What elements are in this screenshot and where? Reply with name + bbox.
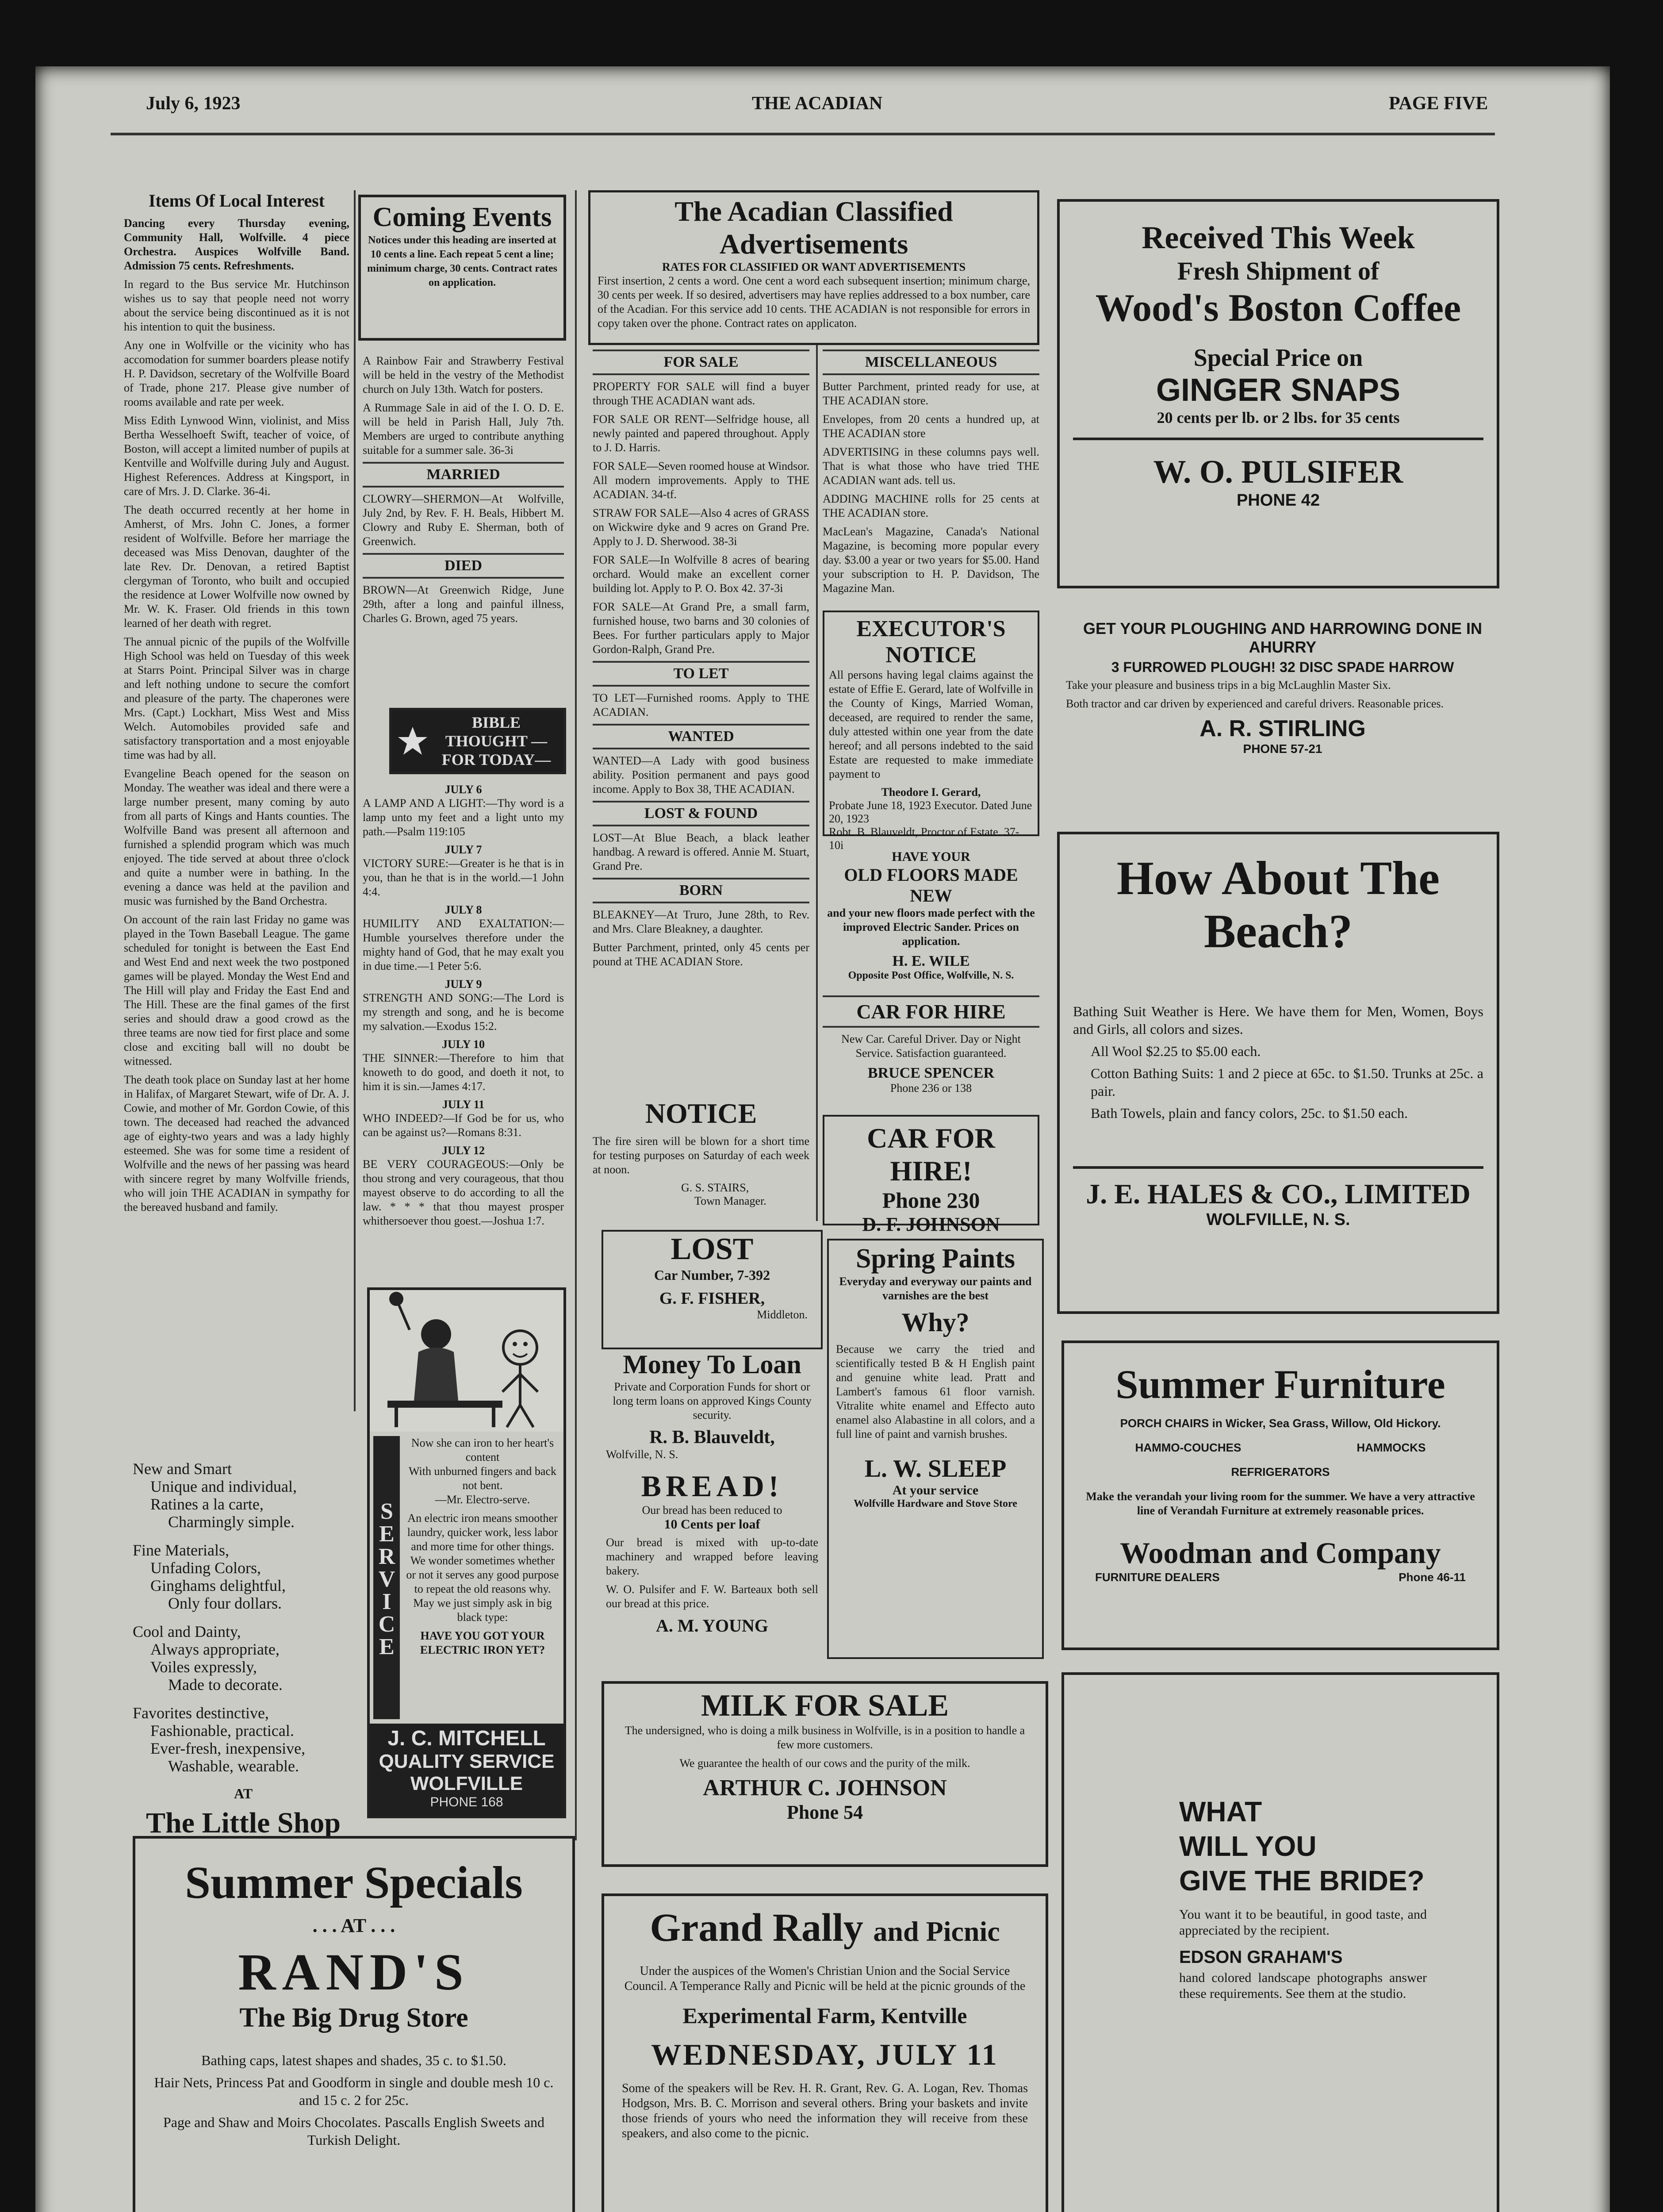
local-paragraph: The death occurred recently at her home in Amherst, of Mrs. John C. Jones, a former resident of Wolfville. Before her marriage the deceased was Miss Denovan, daughter of the late Rev. Dr. Denovan, a retired Baptist clergyman of Toronto, who built and occupied the residence at Lower Wolfville now owned by Mr. W. K. Fraser. Old friends in this town learned of her death with regret. [124, 503, 349, 630]
rands-line: Hair Nets, Princess Pat and Goodform in single and double mesh 10 c. and 15 c. 2 for 25c. [154, 2074, 554, 2108]
woodman-name: Woodman and Company [1120, 1536, 1441, 1570]
paints-store: Wolfville Hardware and Stove Store [854, 1498, 1017, 1509]
hales-line3: Cotton Bathing Suits: 1 and 2 piece at 65c. to $1.50. Trunks at 25c. a pair. [1091, 1065, 1483, 1099]
misc-heading: MISCELLANEOUS [823, 349, 1039, 375]
service-side-banner: SERVICE [373, 1436, 400, 1719]
paints-why: Why? [901, 1308, 969, 1337]
bread-body: Our bread is mixed with up-to-date machinery and wrapped before leaving bakery. [606, 1536, 818, 1577]
hales-ad [1057, 832, 1499, 1314]
star-icon [397, 726, 428, 757]
wile-ad [823, 849, 1039, 982]
column-rule [575, 190, 577, 1840]
rally-line2: Some of the speakers will be Rev. H. R. Grant, Rev. G. A. Logan, Rev. Thomas Hodgson, Mrs. B. C. Morrison and several others. Bring your baskets and invite those friends of yours who need the information they will receive from these speakers, and also come to the picnic. [622, 2081, 1028, 2140]
hales-line4: Bath Towels, plain and fancy colors, 25c. to $1.50 each. [1091, 1105, 1408, 1121]
misc-item: Butter Parchment, printed ready for use, at THE ACADIAN store. [823, 380, 1039, 407]
mitchell-verse: Now she can iron to her heart's content [411, 1436, 554, 1463]
local-paragraph: Any one in Wolfville or the vicinity who has accomodation for summer boarders please notify H. P. Davidson, secretary of the Wolfville Board of Trade, phone 217. Please give number of rooms available and rate per week. [124, 339, 349, 408]
event-item: A Rainbow Fair and Strawberry Festival will be held in the vestry of the Methodist church on July 13th. Watch for posters. [363, 354, 564, 396]
rands-name: RAND'S [238, 1943, 470, 2001]
mitchell-body: An electric iron means smoother laundry, quicker work, less labor and more time for other things. We wonder sometimes whether or not it serves any good purpose to repeat the old reasons why. May we just simply ask in big black type: [406, 1512, 559, 1624]
rands-sub: The Big Drug Store [239, 2003, 468, 2033]
mitchell-phone: PHONE 168 [430, 1795, 503, 1809]
pulsifer-line3: Wood's Boston Coffee [1095, 287, 1461, 330]
verse-line: Unique and individual, [150, 1478, 297, 1495]
money-place: Wolfville, N. S. [606, 1448, 678, 1461]
verse-line: Unfading Colors, [150, 1559, 261, 1577]
lost-found-heading: LOST & FOUND [593, 801, 809, 826]
car-hire-ad [823, 991, 1039, 1119]
lost-car-place: Middleton. [757, 1308, 808, 1321]
butter-item: Butter Parchment, printed, only 45 cents per pound at THE ACADIAN Store. [593, 941, 809, 968]
pulsifer-line5: GINGER SNAPS [1156, 373, 1401, 408]
for-sale-item: STRAW FOR SALE—Also 4 acres of GRASS on Wickwire dyke and 9 acres on Grand Pre. Apply to J. D. Sherwood. 38-3i [593, 507, 810, 548]
milk-line2: We guarantee the health of our cows and the purity of the milk. [679, 1757, 970, 1770]
woodman-ad [1061, 1340, 1499, 1650]
mitchell-verse: With unburned fingers and back not bent. [409, 1465, 556, 1492]
for-sale-item: FOR SALE—At Grand Pre, a small farm, furnished house, two barns and 30 colonies of Bees. For further particulars apply to Major Gordon-Ralph, Grand Pre. [593, 600, 809, 656]
born-item: BLEAKNEY—At Truro, June 28th, to Rev. and Mrs. Clare Bleakney, a daughter. [593, 908, 809, 935]
pulsifer-phone: PHONE 42 [1237, 491, 1320, 510]
issue-date: July 6, 1923 [146, 93, 241, 114]
pulsifer-name: W. O. PULSIFER [1153, 454, 1403, 490]
bread-title: BREAD! [641, 1469, 783, 1503]
mitchell-quality: QUALITY SERVICE [379, 1751, 555, 1772]
bible-verse: STRENGTH AND SONG:—The Lord is my strength and song, and he is become my salvation.—Exodus 15:2. [363, 991, 564, 1033]
graham-copy [1179, 1794, 1427, 2006]
died-notice: BROWN—At Greenwich Ridge, June 29th, after a long and painful illness, Charles G. Brown, aged 75 years. [363, 584, 564, 625]
local-paragraph: Miss Edith Lynwood Winn, violinist, and Miss Bertha Wesselhoeft Swift, teacher of voice, of Boston, will accept a limited number of pupils at Kentville and Wolfville during July and August. Highest References. Address at Kingsport, in care of Mrs. J. D. Clarke. 36-4i. [124, 414, 349, 498]
bible-verse: VICTORY SURE:—Greater is he that is in you, than he that is in the world.—1 John 4:4. [363, 857, 564, 898]
lost-car-ad [602, 1230, 823, 1349]
milk-name: ARTHUR C. JOHNSON [703, 1775, 947, 1801]
graham-line4: You want it to be beautiful, in good taste, and appreciated by the recipient. [1179, 1907, 1427, 1938]
woodman-line4: Make the verandah your living room for the summer. We have a very attractive line of Verandah Furniture at extremely reasonable prices. [1086, 1490, 1475, 1517]
graham-line3: GIVE THE BRIDE? [1179, 1865, 1425, 1897]
column-rule [816, 345, 818, 1221]
bible-day: JULY 12 [441, 1144, 485, 1157]
local-interest-title: Items Of Local Interest [148, 191, 325, 211]
wile-line1: HAVE YOUR [892, 849, 970, 864]
classified-rates: First insertion, 2 cents a word. One cent a word each subsequent insertion; minimum charge, 30 cents per week. If so desired, advertisers may have replies addressed to a box number, care of the Acadian. For this service add 10 cents. THE ACADIAN is not responsible for errors in copy taken over the phone. Contract rates on applicaton. [598, 274, 1030, 330]
pulsifer-ad [1057, 199, 1499, 588]
stirling-line3: Take your pleasure and business trips in a big McLaughlin Master Six. [1066, 679, 1391, 691]
woodman-couches: HAMMO-COUCHES [1135, 1441, 1242, 1454]
rands-at: . . . AT . . . [312, 1915, 395, 1936]
woodman-line3: REFRIGERATORS [1231, 1465, 1330, 1479]
mitchell-ad [367, 1287, 566, 1818]
married-notice: CLOWRY—SHERMON—At Wolfville, July 2nd, by Rev. F. H. Beals, Hibbert M. Clowry and Ruby E. Sherman, both of Greenwich. [363, 492, 564, 548]
car-hire-body: New Car. Careful Driver. Day or Night Service. Satisfaction guaranteed. [841, 1033, 1021, 1060]
mitchell-name: J. C. MITCHELL [387, 1727, 546, 1750]
car-hire2-phone: Phone 230 [882, 1188, 980, 1213]
verse-line: Fine Materials, [133, 1541, 229, 1559]
woodman-title: Summer Furniture [1115, 1362, 1445, 1407]
executor-signer: Theodore I. Gerard, [881, 786, 981, 799]
bible-verse: THE SINNER:—Therefore to him that knoweth to do good, and doeth it not, to him it is sin.—James 4:17. [363, 1052, 564, 1093]
classified-rates-head: RATES FOR CLASSIFIED OR WANT ADVERTISEMENTS [662, 261, 966, 273]
money-name: R. B. Blauveldt, [649, 1427, 775, 1448]
local-interest-column [124, 190, 349, 1451]
little-shop-name: The Little Shop [146, 1807, 341, 1839]
notice-sign2: Town Manager. [694, 1194, 766, 1207]
bible-day: JULY 11 [442, 1098, 485, 1111]
misc-item: Envelopes, from 20 cents a hundred up, at THE ACADIAN store [823, 413, 1039, 440]
verse-line: Always appropriate, [150, 1640, 280, 1658]
wile-line3: and your new floors made perfect with the improved Electric Sander. Prices on application. [827, 906, 1035, 948]
classified-col-b [823, 345, 1039, 611]
mitchell-town: WOLFVILLE [410, 1773, 523, 1794]
bible-verse: WHO INDEED?—If God be for us, who can be against us?—Romans 8:31. [363, 1112, 564, 1139]
woodman-phone: Phone 46-11 [1399, 1571, 1466, 1584]
pulsifer-line4: Special Price on [1193, 344, 1363, 372]
bread-line1: Our bread has been reduced to [642, 1504, 782, 1517]
executor-notice [823, 611, 1039, 852]
notice-body: The fire siren will be blown for a short time for testing purposes on Saturday of each week at noon. [593, 1135, 809, 1176]
car-hire2-ad [823, 1115, 1039, 1235]
notice-ad [593, 1097, 809, 1221]
graham-name: EDSON GRAHAM'S [1179, 1947, 1343, 1967]
rally-title2: and Picnic [873, 1916, 1000, 1947]
stirling-line4: Both tractor and car driven by experienced and careful drivers. Reasonable prices. [1066, 697, 1444, 710]
woodman-line5 [1077, 1571, 1483, 1584]
hales-place: WOLFVILLE, N. S. [1206, 1210, 1350, 1229]
bible-day: JULY 10 [441, 1038, 485, 1051]
milk-title: MILK FOR SALE [701, 1689, 949, 1723]
paints-service: At your service [892, 1483, 979, 1498]
for-sale-item: FOR SALE—Seven roomed house at Windsor. All modern improvements. Apply to THE ACADIAN. 34-tf. [593, 460, 809, 501]
car-hire2-name: D. F. JOHNSON [862, 1214, 1000, 1235]
rands-title: Summer Specials [185, 1857, 523, 1908]
coming-events-title: Coming Events [372, 202, 552, 232]
verse-line: Ratines a la carte, [150, 1495, 264, 1513]
spring-paints-ad [827, 1239, 1044, 1659]
car-hire-title: CAR FOR HIRE [823, 995, 1039, 1028]
for-sale-item: FOR SALE—In Wolfville 8 acres of bearing orchard. Would make an excellent corner building lot. Apply to P. O. Box 42. 37-3i [593, 553, 809, 595]
graham-ad [1061, 1672, 1499, 2212]
paints-name: L. W. SLEEP [864, 1455, 1007, 1482]
milk-phone: Phone 54 [786, 1801, 863, 1823]
lost-item: LOST—At Blue Beach, a black leather handbag. A reward is offered. Annie M. Stuart, Grand Pre. [593, 831, 809, 872]
header-rule [111, 133, 1495, 135]
graham-line5: hand colored landscape photographs answer these requirements. See them at the studio. [1179, 1970, 1427, 2001]
mitchell-question: HAVE YOU GOT YOUR ELECTRIC IRON YET? [420, 1629, 545, 1656]
misc-item: MacLean's Magazine, Canada's National Magazine, is becoming more popular every day. $3.00 a year or two years for $5.00. Hand your subscription to H. P. Davidson, The Magazine Man. [823, 525, 1039, 595]
bible-day: JULY 8 [444, 903, 482, 916]
local-paragraph: The death took place on Sunday last at her home in Halifax, of Margaret Stewart, wife of Dr. A. J. Cowie, and mother of Mr. Gordon Cowie, of this town. The deceased had reached the advanced age of eighty-two years and was a lady highly esteemed. She was for some time a resident of Wolfville and the news of her passing was heard with sincere regret by many Wolfville friends, who will join THE ACADIAN in sympathy for the bereaved husband and family. [124, 1073, 349, 1214]
stirling-phone: PHONE 57-21 [1243, 742, 1322, 756]
wile-address: Opposite Post Office, Wolfville, N. S. [848, 970, 1014, 981]
column-rule [354, 190, 356, 1411]
bread-name: A. M. YOUNG [655, 1616, 769, 1636]
little-shop-verse [133, 1460, 354, 1775]
executor-title: EXECUTOR'S NOTICE [856, 616, 1006, 668]
lost-car-title: LOST [671, 1232, 754, 1266]
bible-day: JULY 7 [444, 843, 482, 856]
page-number: PAGE FIVE [1389, 93, 1488, 114]
pulsifer-line1: Received This Week [1142, 220, 1415, 255]
misc-item: ADVERTISING in these columns pays well. That is what those who have tried THE ACADIAN want ads. tell us. [823, 445, 1039, 487]
classified-col-a [593, 345, 809, 1044]
car-hire2-title: CAR FOR HIRE! [867, 1122, 995, 1187]
woodman-hammocks: HAMMOCKS [1356, 1441, 1426, 1454]
married-heading: MARRIED [363, 462, 564, 488]
executor-body: All persons having legal claims against the estate of Effie E. Gerard, late of Wolfville in the County of Kings, Married Woman, deceased, are required to render the same, duly attested within one year from the date hereof; and all persons indebted to the said Estate are requested to make immediate payment to [829, 668, 1033, 780]
verse-line: Washable, wearable. [168, 1757, 299, 1775]
notice-title: NOTICE [645, 1098, 757, 1129]
bible-thoughts [363, 783, 564, 1279]
lost-car-number: Car Number, 7-392 [654, 1267, 770, 1283]
to-let-heading: TO LET [593, 661, 809, 687]
born-heading: BORN [593, 878, 809, 903]
local-paragraph: Evangeline Beach opened for the season on Monday. The weather was ideal and there were a large number present, many coming by auto from all parts of Kings and Hants counties. The Wolfville Band was present all afternoon and furnished a splendid program which was much enjoyed. The tide served at about three o'clock and quite a number were in bathing. In the evening a dance was held at the pavilion and music was furnished by the Band Orchestra. [124, 767, 349, 907]
coming-events-column [363, 354, 564, 752]
rally-title1: Grand Rally [650, 1906, 863, 1950]
hales-title: How About The Beach? [1116, 852, 1440, 958]
car-hire-phone: Phone 236 or 138 [890, 1082, 972, 1094]
graham-line2: WILL YOU [1179, 1830, 1317, 1862]
stirling-line2: 3 FURROWED PLOUGH! 32 DISC SPADE HARROW [1111, 659, 1454, 675]
mitchell-verse: —Mr. Electro-serve. [435, 1493, 530, 1506]
verse-line: Ever-fresh, inexpensive, [150, 1740, 306, 1757]
money-title: Money To Loan [623, 1350, 801, 1379]
wile-name: H. E. WILE [892, 953, 970, 969]
event-item: A Rummage Sale in aid of the I. O. D. E. will be held in Parish Hall, July 7th. Members are urged to contribute anything suitable for a summer sale. 36-3i [363, 401, 564, 457]
classified-header [588, 190, 1039, 345]
verse-line: Ginghams delightful, [150, 1577, 286, 1594]
misc-item: ADDING MACHINE rolls for 25 cents at THE ACADIAN store. [823, 492, 1039, 519]
executor-probate: Probate June 18, 1923 Executor. Dated June 20, 1923 [829, 799, 1032, 825]
mitchell-banner [370, 1724, 563, 1816]
local-paragraph: Dancing every Thursday evening, Community Hall, Wolfville. 4 piece Orchestra. Auspices Wolfville Band. Admission 75 cents. Refreshments. [124, 217, 349, 272]
for-sale-item: PROPERTY FOR SALE will find a buyer through THE ACADIAN want ads. [593, 380, 809, 407]
hales-name: J. E. HALES & CO., LIMITED [1073, 1166, 1483, 1210]
money-loan-ad [606, 1349, 818, 1469]
wanted-item: WANTED—A Lady with good business ability. Position permanent and pays good income. Apply to Box 38, THE ACADIAN. [593, 754, 809, 795]
rally-date: WEDNESDAY, JULY 11 [651, 2038, 999, 2071]
bible-verse: A LAMP AND A LIGHT:—Thy word is a lamp unto my feet and a light unto my path.—Psalm 119:105 [363, 797, 564, 838]
bread-ad [606, 1469, 818, 1677]
rands-line: Page and Shaw and Moirs Chocolates. Pascalls English Sweets and Turkish Delight. [163, 2114, 545, 2148]
rally-ad [602, 1893, 1048, 2212]
pulsifer-line2: Fresh Shipment of [1177, 257, 1379, 285]
bread-line2: 10 Cents per loaf [664, 1517, 760, 1532]
verse-line: Charmingly simple. [168, 1513, 295, 1531]
wanted-heading: WANTED [593, 724, 809, 749]
hales-line2: All Wool $2.25 to $5.00 each. [1091, 1043, 1261, 1059]
for-sale-item: FOR SALE OR RENT—Selfridge house, all newly painted and papered throughout. Apply to J. D. Harris. [593, 413, 809, 454]
bible-verse: HUMILITY AND EXALTATION:—Humble yourselves therefore under the mighty hand of God, that he may exalt you in due time.—1 Peter 5:6. [363, 917, 564, 972]
verse-line: Only four dollars. [168, 1594, 282, 1612]
little-shop-ad [133, 1460, 354, 1839]
rands-line: Bathing caps, latest shapes and shades, 35 c. to $1.50. [201, 2052, 506, 2068]
bible-thought-title: BIBLE THOUGHT —FOR TODAY— [441, 714, 551, 768]
verse-line: Favorites destinctive, [133, 1704, 269, 1722]
paper-name: THE ACADIAN [752, 93, 883, 114]
local-paragraph: In regard to the Bus service Mr. Hutchinson wishes us to say that people need not worry about the service being discontinued as it is not his intention to quit the business. [124, 278, 349, 333]
mitchell-copy [405, 1436, 560, 1662]
woodman-dealers: FURNITURE DEALERS [1095, 1571, 1220, 1584]
coming-events-box [358, 195, 566, 341]
bible-day: JULY 6 [444, 783, 482, 796]
local-paragraph: The annual picnic of the pupils of the Wolfville High School was held on Tuesday of this week at Starrs Point. Principal Silver was in charge and left nothing undone to secure the comfort and pleasure of the party. The chaperones were Mrs. (Capt.) Lockhart, Miss West and Miss Welch. Automobiles provided safe and satisfactory transportation and a most enjoyable time was had by all. [124, 635, 349, 761]
paints-body: Because we carry the tried and scientifically tested B & H English paint and genuine white lead. Pratt and Lambert's famous 61 floor varnish. Vitralite white enamel and Effecto auto enamel also Alabastine in all colors, and a full line of paint and varnish brushes. [836, 1343, 1035, 1440]
rands-ad [133, 1836, 575, 2212]
paints-title: Spring Paints [855, 1244, 1015, 1274]
bible-verse: BE VERY COURAGEOUS:—Only be thou strong and very courageous, that thou mayest observe to do according to all the law. * * * that thou mayest prosper whithersoever thou goest.—Joshua 1:7. [363, 1158, 564, 1227]
for-sale-heading: FOR SALE [593, 349, 809, 375]
page-header [111, 88, 1491, 124]
rally-title [622, 1905, 1028, 1951]
car-hire-name: BRUCE SPENCER [867, 1065, 995, 1081]
verse-line: Cool and Dainty, [133, 1623, 241, 1640]
notice-sign1: G. S. STAIRS, [681, 1181, 749, 1194]
stirling-name: A. R. STIRLING [1199, 716, 1366, 741]
rally-farm: Experimental Farm, Kentville [682, 2003, 967, 2028]
to-let-item: TO LET—Furnished rooms. Apply to THE ACADIAN. [593, 691, 809, 718]
little-shop-at: AT [234, 1786, 253, 1801]
coming-events-notice: Notices under this heading are inserted at 10 cents a line. Each repeat 5 cent a line; minimum charge, 30 cents. Contract rates on application. [367, 234, 557, 288]
milk-line1: The undersigned, who is doing a milk business in Wolfville, is in a position to handle a few more customers. [625, 1724, 1025, 1751]
money-body: Private and Corporation Funds for short or long term loans on approved Kings County security. [613, 1380, 812, 1421]
lost-car-name: G. F. FISHER, [659, 1289, 765, 1308]
bread-line3: W. O. Pulsifer and F. W. Barteaux both sell our bread at this price. [606, 1583, 818, 1610]
verse-line: Made to decorate. [168, 1676, 283, 1694]
milk-ad [602, 1681, 1048, 1867]
died-heading: DIED [363, 553, 564, 579]
graham-line1: WHAT [1179, 1796, 1262, 1828]
paints-line1: Everyday and everyway our paints and varnishes are the best [839, 1275, 1032, 1302]
bible-thought-banner [389, 708, 566, 774]
stirling-line1: GET YOUR PLOUGHING AND HARROWING DONE IN AHURRY [1083, 619, 1483, 656]
ironing-cartoon-icon [370, 1290, 563, 1432]
classified-title: The Acadian Classified Advertisements [674, 196, 953, 260]
hales-line1: Bathing Suit Weather is Here. We have them for Men, Women, Boys and Girls, all colors and sizes. [1073, 1003, 1483, 1037]
pulsifer-line6: 20 cents per lb. or 2 lbs. for 35 cents [1073, 408, 1483, 440]
wile-line2: OLD FLOORS MADE NEW [844, 865, 1018, 906]
verse-line: Voiles expressly, [150, 1658, 257, 1676]
verse-line: Fashionable, practical. [150, 1722, 294, 1740]
rally-line1: Under the auspices of the Women's Christian Union and the Social Service Council. A Temperance Rally and Picnic will be held at the picnic grounds of the [624, 1964, 1026, 1993]
local-paragraph: On account of the rain last Friday no game was played in the Town Baseball League. The game scheduled for tonight is between the East End and West End and next week the two postponed games will be played. Monday the West End and The Hill will play and Friday the East End and The Hill. These are the final games of the first series and should draw a good crowd as the three teams are now tied for first place and some close and exciting ball will no doubt be witnessed. [124, 913, 349, 1068]
bible-day: JULY 9 [444, 978, 482, 991]
woodman-line2 [1077, 1441, 1483, 1455]
woodman-line1: PORCH CHAIRS in Wicker, Sea Grass, Willow, Old Hickory. [1120, 1417, 1441, 1430]
verse-line: New and Smart [133, 1460, 232, 1478]
stirling-ad [1061, 615, 1504, 805]
executor-proctor: Robt. B. Blauveldt, Proctor of Estate. 37-10i [829, 826, 1019, 852]
